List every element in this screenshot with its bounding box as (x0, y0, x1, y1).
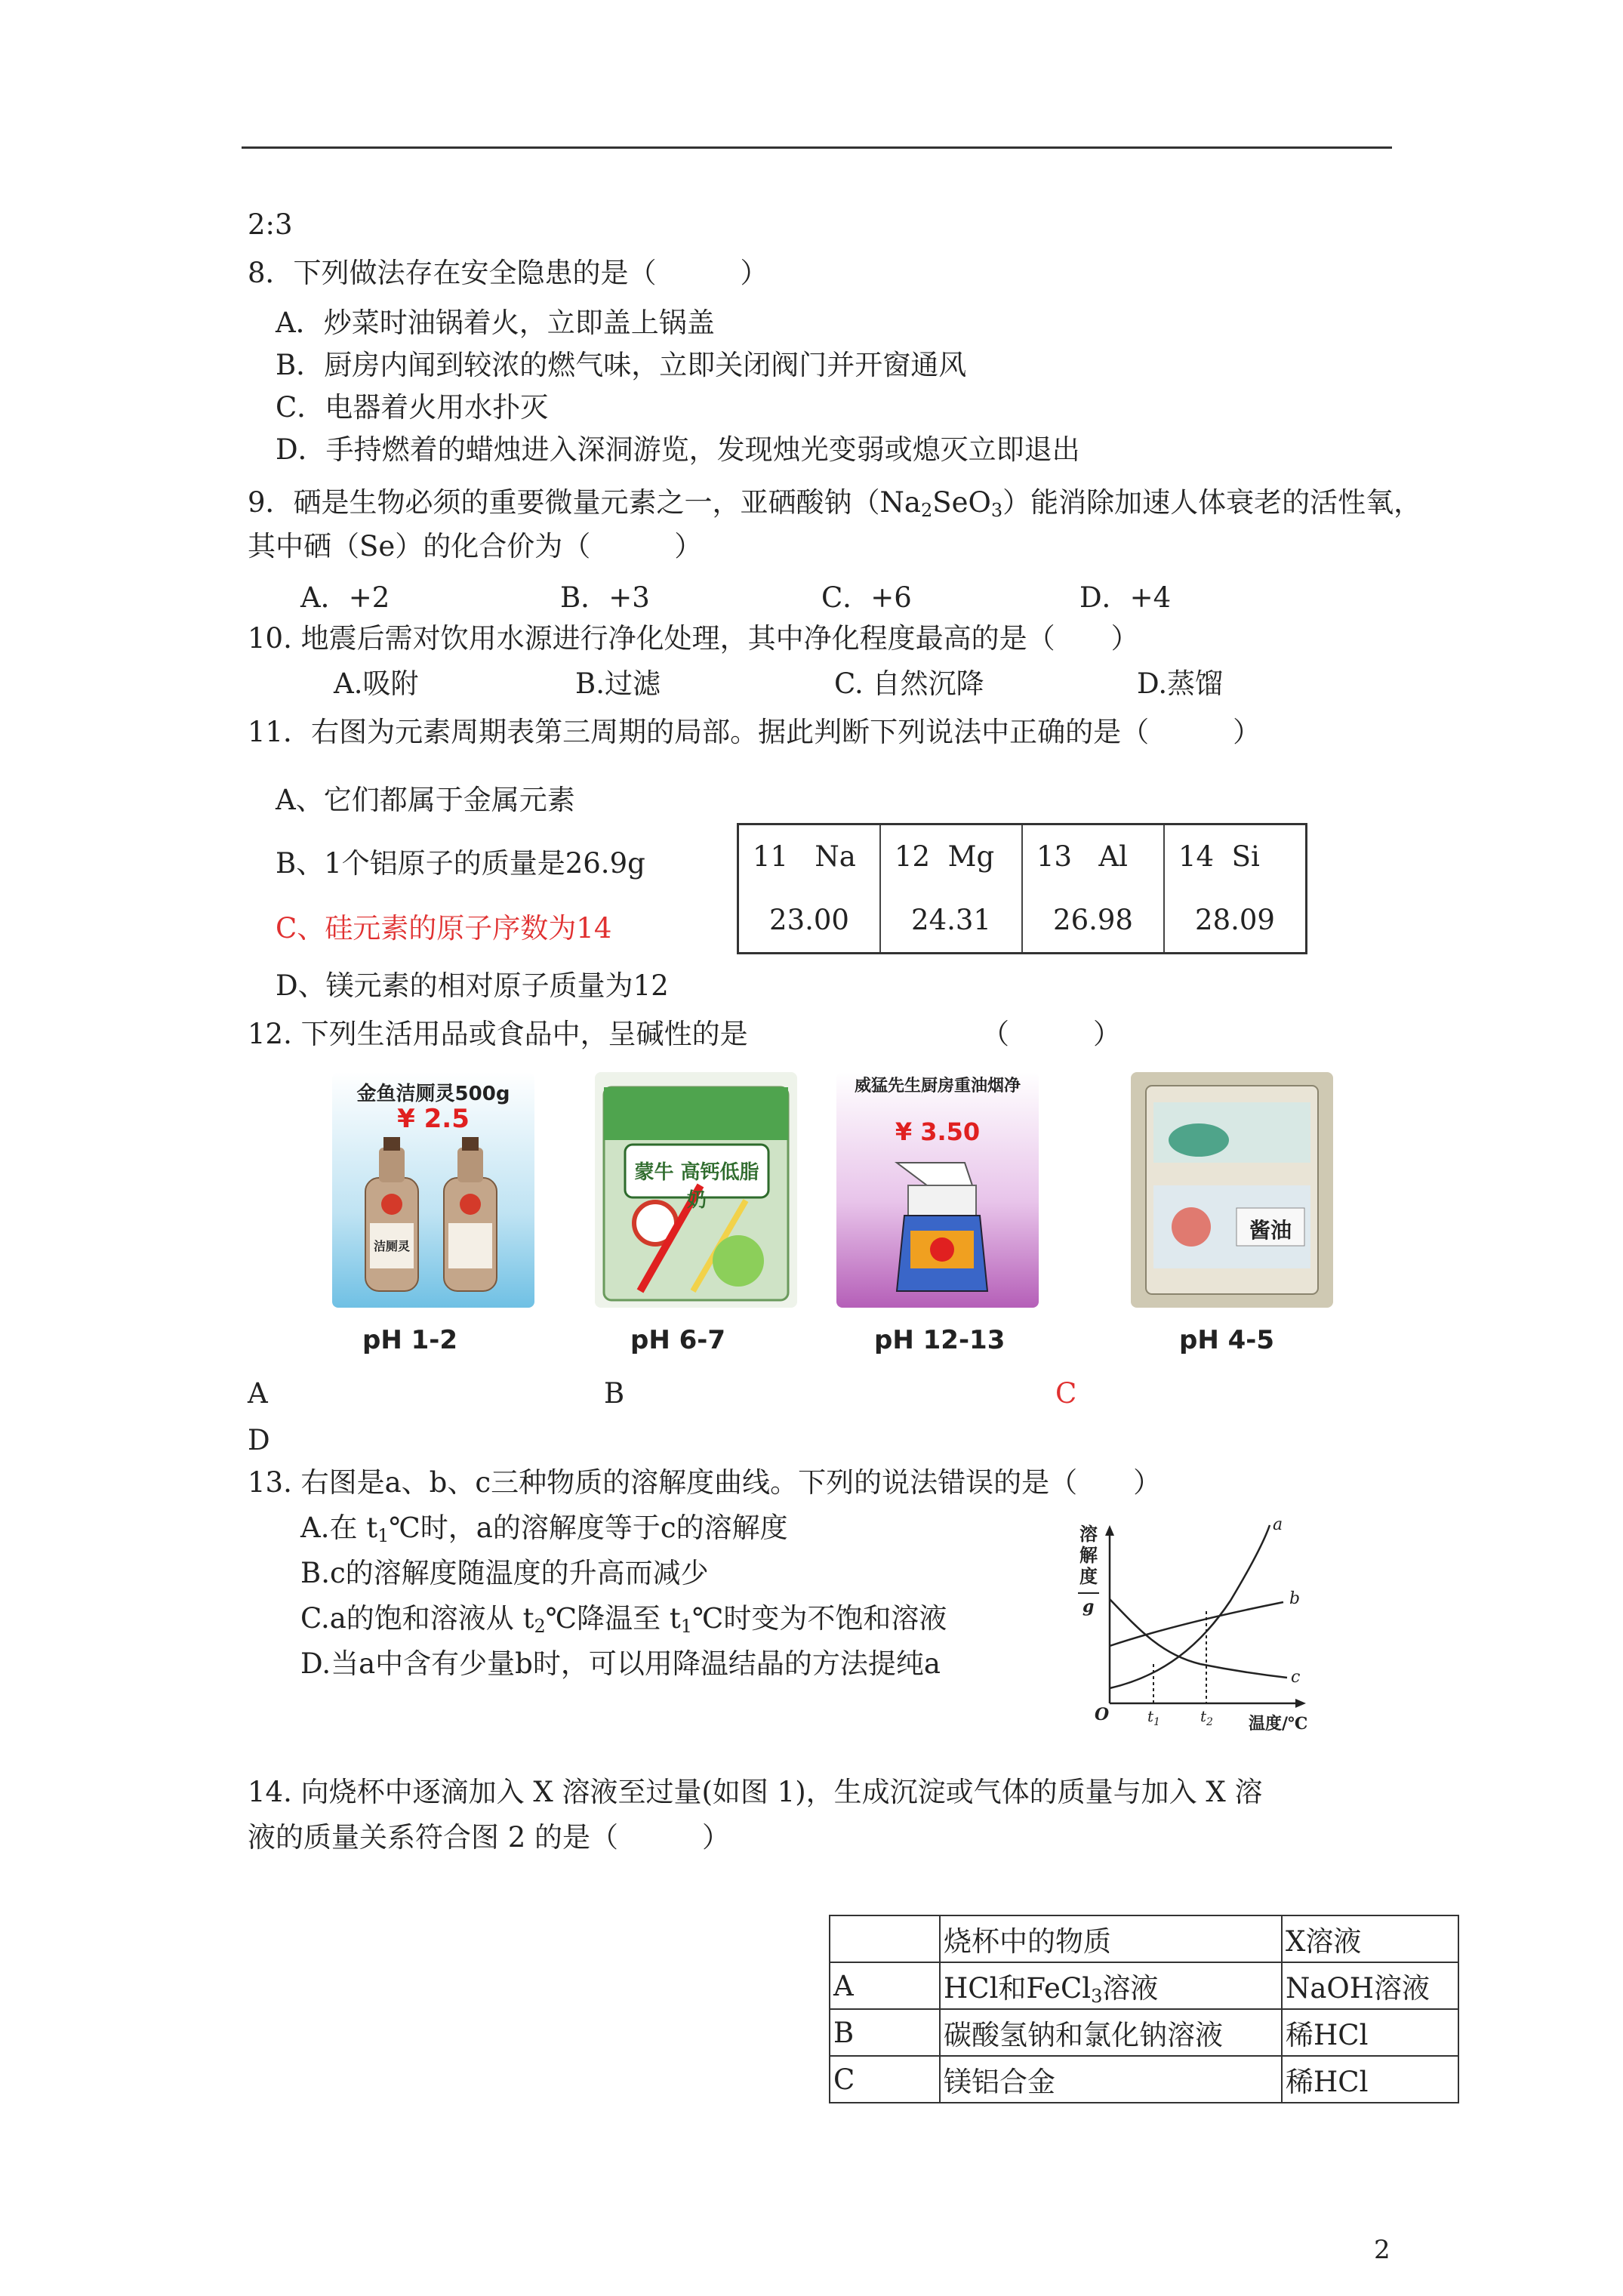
q13-option-c: C.a的饱和溶液从 $t_2℃$降温至 $t_1℃$时变为不饱和溶液 (300, 1602, 947, 1637)
q9-option-c: C．+6 (821, 581, 912, 614)
ph-label-d: pH 4-5 (1179, 1325, 1275, 1355)
curve-b (1110, 1602, 1283, 1646)
x-solution: 稀HCl (1282, 2056, 1458, 2103)
product-image-milk (595, 1072, 797, 1308)
product-image-toilet-cleaner (332, 1072, 534, 1308)
table-row (830, 1962, 1458, 2009)
q9-stem: 9．硒是生物必须的重要微量元素之一，亚硒酸钠$(Na_2SeO_3)$能消除加速人体衰老的活性氧， (248, 486, 1422, 521)
soy-sauce-pack-icon (1131, 1072, 1333, 1308)
bottle-pair-icon (332, 1072, 534, 1308)
y-axis-unit: g (1083, 1597, 1095, 1616)
row-label: A (830, 1962, 940, 2009)
element-cell-na: 11 Na 23.00 (739, 825, 881, 952)
header-rule (242, 146, 1392, 149)
x-axis-arrow-icon (1295, 1699, 1306, 1708)
table-row (830, 2056, 1458, 2103)
beaker-substance: 镁铝合金 (940, 2056, 1282, 2103)
element-cell-si: 14 Si 28.09 (1178, 840, 1275, 936)
q12-stem: 12. 下列生活用品或食品中，呈碱性的是 (248, 1018, 748, 1050)
element-cell-mg: 12 Mg 24.31 (881, 825, 1023, 952)
q12-label-a: A (248, 1377, 268, 1410)
x-solution: NaOH溶液 (1282, 1962, 1458, 2009)
q8-option-d: D．手持燃着的蜡烛进入深洞游览，发现烛光变弱或熄灭立即退出 (276, 433, 1080, 466)
curve-b-label: b (1289, 1589, 1301, 1608)
ph-label-c: pH 12-13 (874, 1325, 1006, 1355)
y-axis-label-2: 解 (1079, 1544, 1098, 1566)
q9-option-a: A．+2 (300, 581, 390, 614)
q11-option-c: C、硅元素的原子序数为14 (276, 912, 612, 945)
beaker-substance: HCl和FeCl$_3$溶液 (940, 1962, 1282, 2009)
q12-answer-bracket: （ ） (981, 1018, 1121, 1050)
product-caption: 金鱼洁厕灵500g (356, 1083, 510, 1105)
continuation-text: 2:3 (248, 208, 293, 241)
q9-option-d: D．+4 (1079, 581, 1172, 614)
table-header-row (830, 1915, 1458, 1962)
q10-option-d: D.蒸馏 (1137, 667, 1224, 700)
table-header-cell: 烧杯中的物质 (940, 1915, 1282, 1962)
periodic-table-excerpt (737, 823, 1307, 954)
y-axis-label-3: 度 (1079, 1565, 1098, 1587)
q14-stem-line2: 液的质量关系符合图 2 的是（ ） (248, 1821, 731, 1854)
product-label: 洁厕灵 (373, 1239, 410, 1253)
q12-label-d: D (248, 1424, 270, 1456)
page-number: 2 (1374, 2235, 1390, 2265)
x-axis-label: 温度/℃ (1249, 1714, 1308, 1734)
solubility-curve-diagram (1072, 1510, 1329, 1737)
q11-stem: 11．右图为元素周期表第三周期的局部。据此判断下列说法中正确的是（ ） (248, 716, 1261, 748)
q14-stem-line1: 14. 向烧杯中逐滴加入 X 溶液至过量(如图 1)，生成沉淀或气体的质量与加入 X 溶 (248, 1776, 1263, 1808)
ph-label-a: pH 1-2 (362, 1325, 458, 1355)
q14-options-table (829, 1915, 1459, 2103)
spray-bottle-icon (836, 1072, 1039, 1308)
q11-option-b: B、1个铝原子的质量是26.9g (276, 847, 645, 880)
q11-option-d: D、镁元素的相对原子质量为12 (276, 969, 669, 1002)
table-header-cell (830, 1915, 940, 1962)
curve-c-label: c (1291, 1668, 1301, 1687)
table-row (830, 2009, 1458, 2056)
q10-stem: 10. 地震后需对饮用水源进行净化处理，其中净化程度最高的是（ ） (248, 622, 1139, 655)
q13-stem: 13. 右图是a、b、c三种物质的溶解度曲线。下列的说法错误的是（ ） (248, 1466, 1162, 1499)
product-price: ¥ 2.5 (397, 1104, 470, 1134)
q11-option-a: A、它们都属于金属元素 (276, 784, 575, 816)
y-axis-arrow-icon (1105, 1525, 1114, 1536)
table-header-cell: X溶液 (1282, 1915, 1458, 1962)
q10-option-b: B.过滤 (575, 667, 661, 700)
beaker-substance: 碳酸氢钠和氯化钠溶液 (940, 2009, 1282, 2056)
t1-label: $t_1$ (1147, 1707, 1160, 1728)
q9-stem-line2: 其中硒（Se）的化合价为（ ） (248, 530, 703, 562)
product-image-soy-sauce (1131, 1072, 1333, 1308)
q9-option-b: B．+3 (560, 581, 650, 614)
q10-option-a: A.吸附 (334, 667, 419, 700)
origin-label: O (1095, 1705, 1110, 1724)
curve-a (1110, 1525, 1270, 1688)
ph-label-b: pH 6-7 (630, 1325, 726, 1355)
product-label: 蒙牛 高钙低脂奶 (634, 1161, 759, 1212)
x-solution: 稀HCl (1282, 2009, 1458, 2056)
q13-option-b: B.c的溶解度随温度的升高而减少 (300, 1557, 709, 1589)
product-price: ¥ 3.50 (895, 1117, 981, 1146)
t2-label: $t_2$ (1200, 1707, 1213, 1728)
product-caption: 威猛先生厨房重油烟净 (855, 1077, 1021, 1096)
curve-a-label: a (1273, 1515, 1283, 1534)
q8-option-b: B．厨房内闻到较浓的燃气味，立即关闭阀门并开窗通风 (276, 349, 967, 381)
q8-stem: 8．下列做法存在安全隐患的是（ ） (248, 257, 768, 289)
q13-option-a: A.在 $t_1℃$时，a的溶解度等于c的溶解度 (300, 1512, 788, 1546)
product-label: 酱油 (1249, 1218, 1292, 1243)
y-axis-label-1: 溶 (1079, 1523, 1098, 1545)
q12-label-c: C (1055, 1377, 1077, 1410)
q12-label-b: B (604, 1377, 625, 1410)
product-image-kitchen-cleaner (836, 1072, 1039, 1308)
element-cell-al: 13 Al 26.98 (1023, 825, 1165, 952)
q8-option-a: A．炒菜时油锅着火，立即盖上锅盖 (276, 307, 715, 339)
q8-option-c: C．电器着火用水扑灭 (276, 391, 549, 424)
row-label: C (830, 2056, 940, 2103)
q10-option-c: C. 自然沉降 (834, 667, 984, 700)
q13-option-d: D.当a中含有少量b时，可以用降温结晶的方法提纯a (300, 1647, 941, 1680)
row-label: B (830, 2009, 940, 2056)
